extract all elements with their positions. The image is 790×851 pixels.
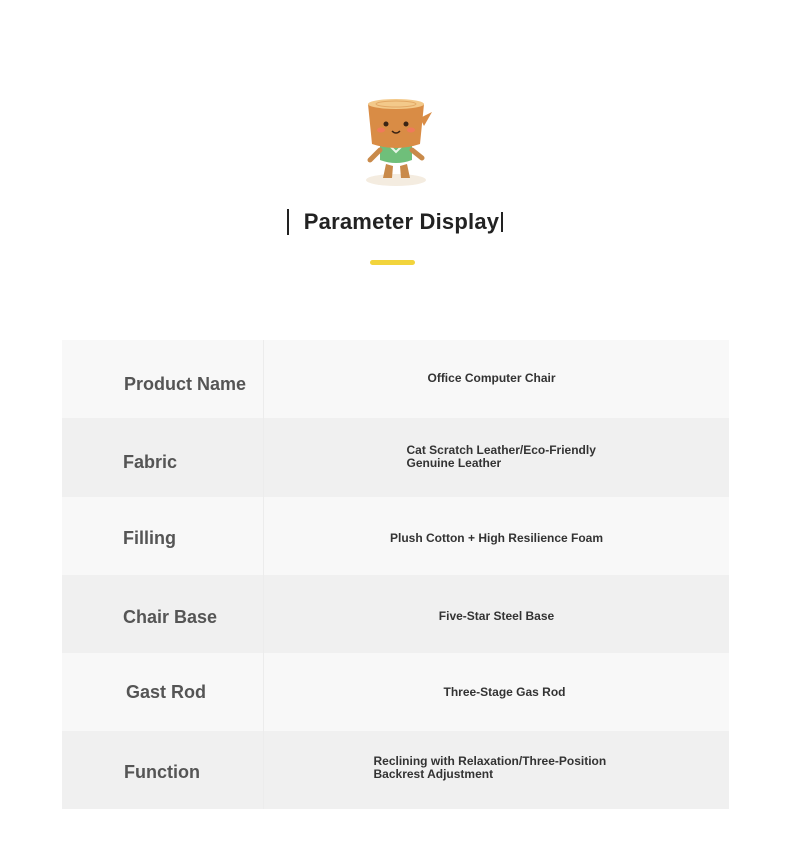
title-bar-right xyxy=(501,212,503,232)
param-label: Filling xyxy=(62,497,264,575)
param-value: Three-Stage Gas Rod xyxy=(443,684,566,699)
param-label: Chair Base xyxy=(62,575,264,653)
param-label: Fabric xyxy=(62,418,264,497)
param-label: Function xyxy=(62,731,264,809)
param-value: Reclining with Relaxation/Three-Position Backrest Adjustment xyxy=(373,754,607,781)
table-row xyxy=(62,418,729,497)
section-title xyxy=(0,204,790,240)
tree-stump-mascot-icon xyxy=(356,94,436,188)
table-row xyxy=(62,497,729,575)
param-value: Cat Scratch Leather/Eco-Friendly Genuine Leather xyxy=(406,442,596,470)
table-row xyxy=(62,340,729,418)
parameter-table xyxy=(62,340,729,809)
param-value: Five-Star Steel Base xyxy=(438,608,555,623)
table-row xyxy=(62,731,729,809)
title-underline xyxy=(370,260,415,265)
table-row xyxy=(62,575,729,653)
param-value: Office Computer Chair xyxy=(427,370,556,385)
param-label: Product Name xyxy=(62,340,264,418)
title-bar-left xyxy=(287,209,289,235)
page-title: Parameter Display xyxy=(303,209,500,234)
table-row xyxy=(62,653,729,731)
param-value: Plush Cotton + High Resilience Foam xyxy=(389,530,604,545)
param-label: Gast Rod xyxy=(62,653,264,731)
